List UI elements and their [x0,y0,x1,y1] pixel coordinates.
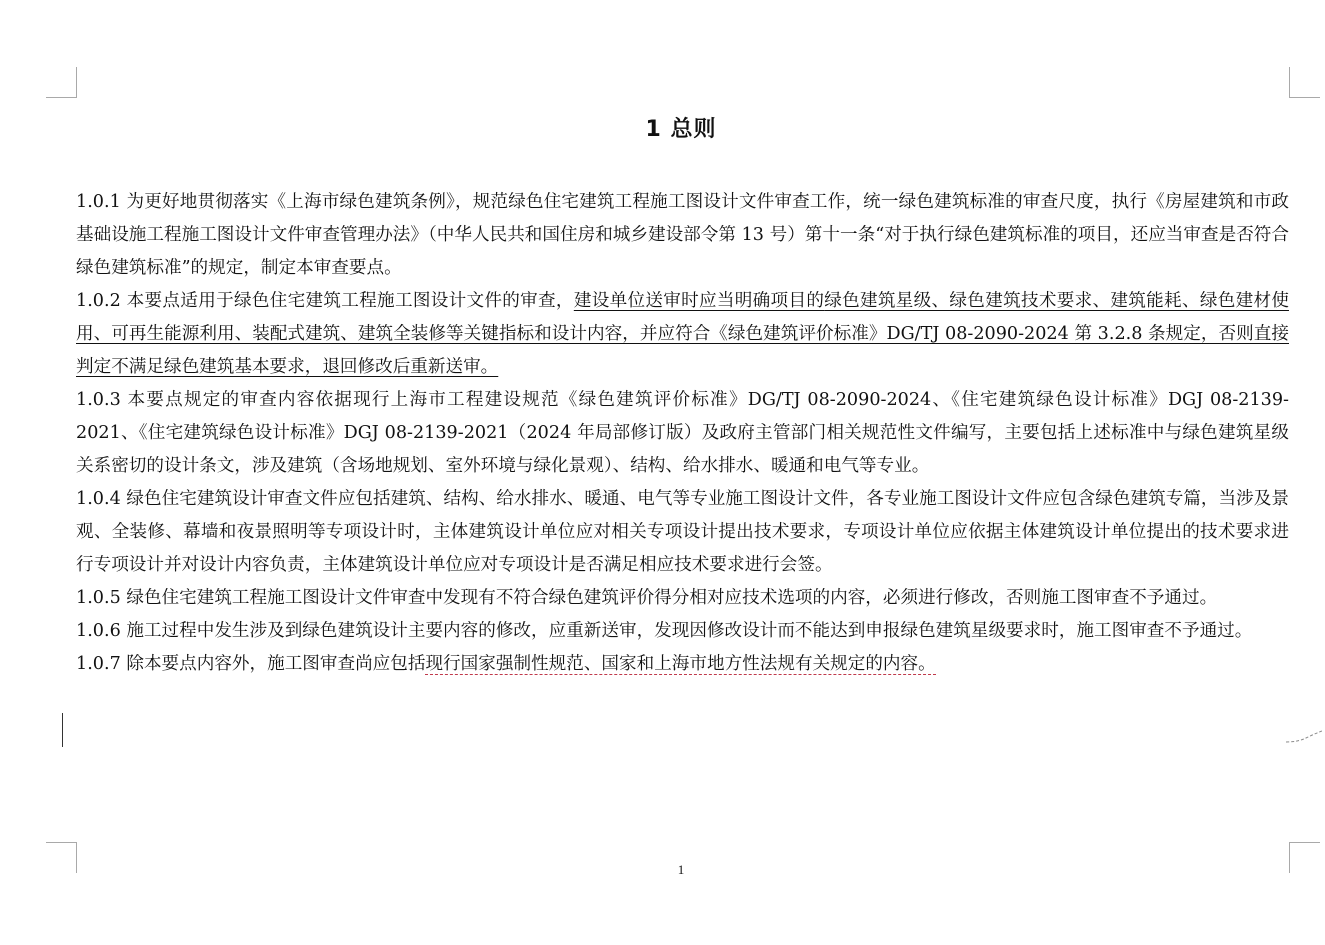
paragraph-1-0-2-key-indicators: 绿色建筑星级、绿色建筑技术要求、建筑能耗、绿色建材使用、可再生能源利用、装配式建筑、建筑全装修 [76,291,1289,344]
crop-mark-top-left [46,67,77,98]
paragraph-1-0-7-prefix: 1.0.7 除本要点内容外，施工图审查尚应包括 [76,654,426,674]
paragraph-1-0-4: 1.0.4 绿色住宅建筑设计审查文件应包括建筑、结构、给水排水、暖通、电气等专业施工图设计文件，各专业施工图设计文件应包含绿色建筑专篇，当涉及景观、全装修、幕墙和夜景照明等专项设计时，主体建筑设计单位应对相关专项设计提出技术要求，专项设计单位应依据主体建筑设计单位提出的技术要求进行专项设计并对设计内容负责，主体建筑设计单位应对专项设计是否满足相应技术要求进行会签。 [76,489,1289,575]
paragraph-1-0-2-prefix: 1.0.2 本要点适用于绿色住宅建筑工程施工图设计文件的审查， [76,291,574,311]
paragraph-1-0-5: 1.0.5 绿色住宅建筑工程施工图设计文件审查中发现有不符合绿色建筑评价得分相对应技术选项的内容，必须进行修改，否则施工图审查不予通过。 [76,588,1218,608]
paragraph-1-0-3: 1.0.3 本要点规定的审查内容依据现行上海市工程建设规范《绿色建筑评价标准》DG/TJ 08-2090-2024、《住宅建筑绿色设计标准》DGJ 08-2139-2021、《住宅建筑绿色设计标准》DGJ 08-2139-2021（2024 年局部修订版）及政府主管部门相关规范性文件编写，主要包括上述标准中与绿色建筑星级关系密切的设计条文，涉及建筑（含场地规划、室外环境与绿化景观）、结构、给水排水、暖通和电气等专业。 [76,390,1289,476]
crop-mark-top-right [1289,67,1320,98]
paragraph-1-0-2-underline-b: 等关键指标和设计内容，并应符合《绿色建筑评价标准》DG/TJ 08-2090-2024 第 3.2.8 条规定，否则直接判定不满足绿色建筑基本要求，退回修改后重新送审。 [76,324,1289,377]
paragraph-1-0-2-underline-a: 建设单位送审时应当明确项目的 [573,291,825,311]
tracked-change-connector [1286,730,1322,744]
page-title: 1 总则 [645,117,717,142]
paragraph-1-0-7 [76,648,1289,681]
change-bar [62,713,63,747]
paragraph-1-0-1: 1.0.1 为更好地贯彻落实《上海市绿色建筑条例》，规范绿色住宅建筑工程施工图设计文件审查工作，统一绿色建筑标准的审查尺度，执行《房屋建筑和市政基础设施工程施工图设计文件审查管理办法》（中华人民共和国住房和城乡建设部令第 13 号）第十一条“对于执行绿色建筑标准的项目，还应当审查是否符合绿色建筑标准”的规定，制定本审查要点。 [76,192,1289,278]
tracked-change-text[interactable]: 现行国家强制性规范、国家和上海市地方性法规有关规定的内容。 [425,654,936,674]
document-body[interactable] [76,186,1289,681]
paragraph-1-0-6: 1.0.6 施工过程中发生涉及到绿色建筑设计主要内容的修改，应重新送审，发现因修改设计而不能达到申报绿色建筑星级要求时，施工图审查不予通过。 [76,621,1253,641]
page-number: 1 [677,862,685,877]
paragraph-1-0-2 [76,285,1289,384]
